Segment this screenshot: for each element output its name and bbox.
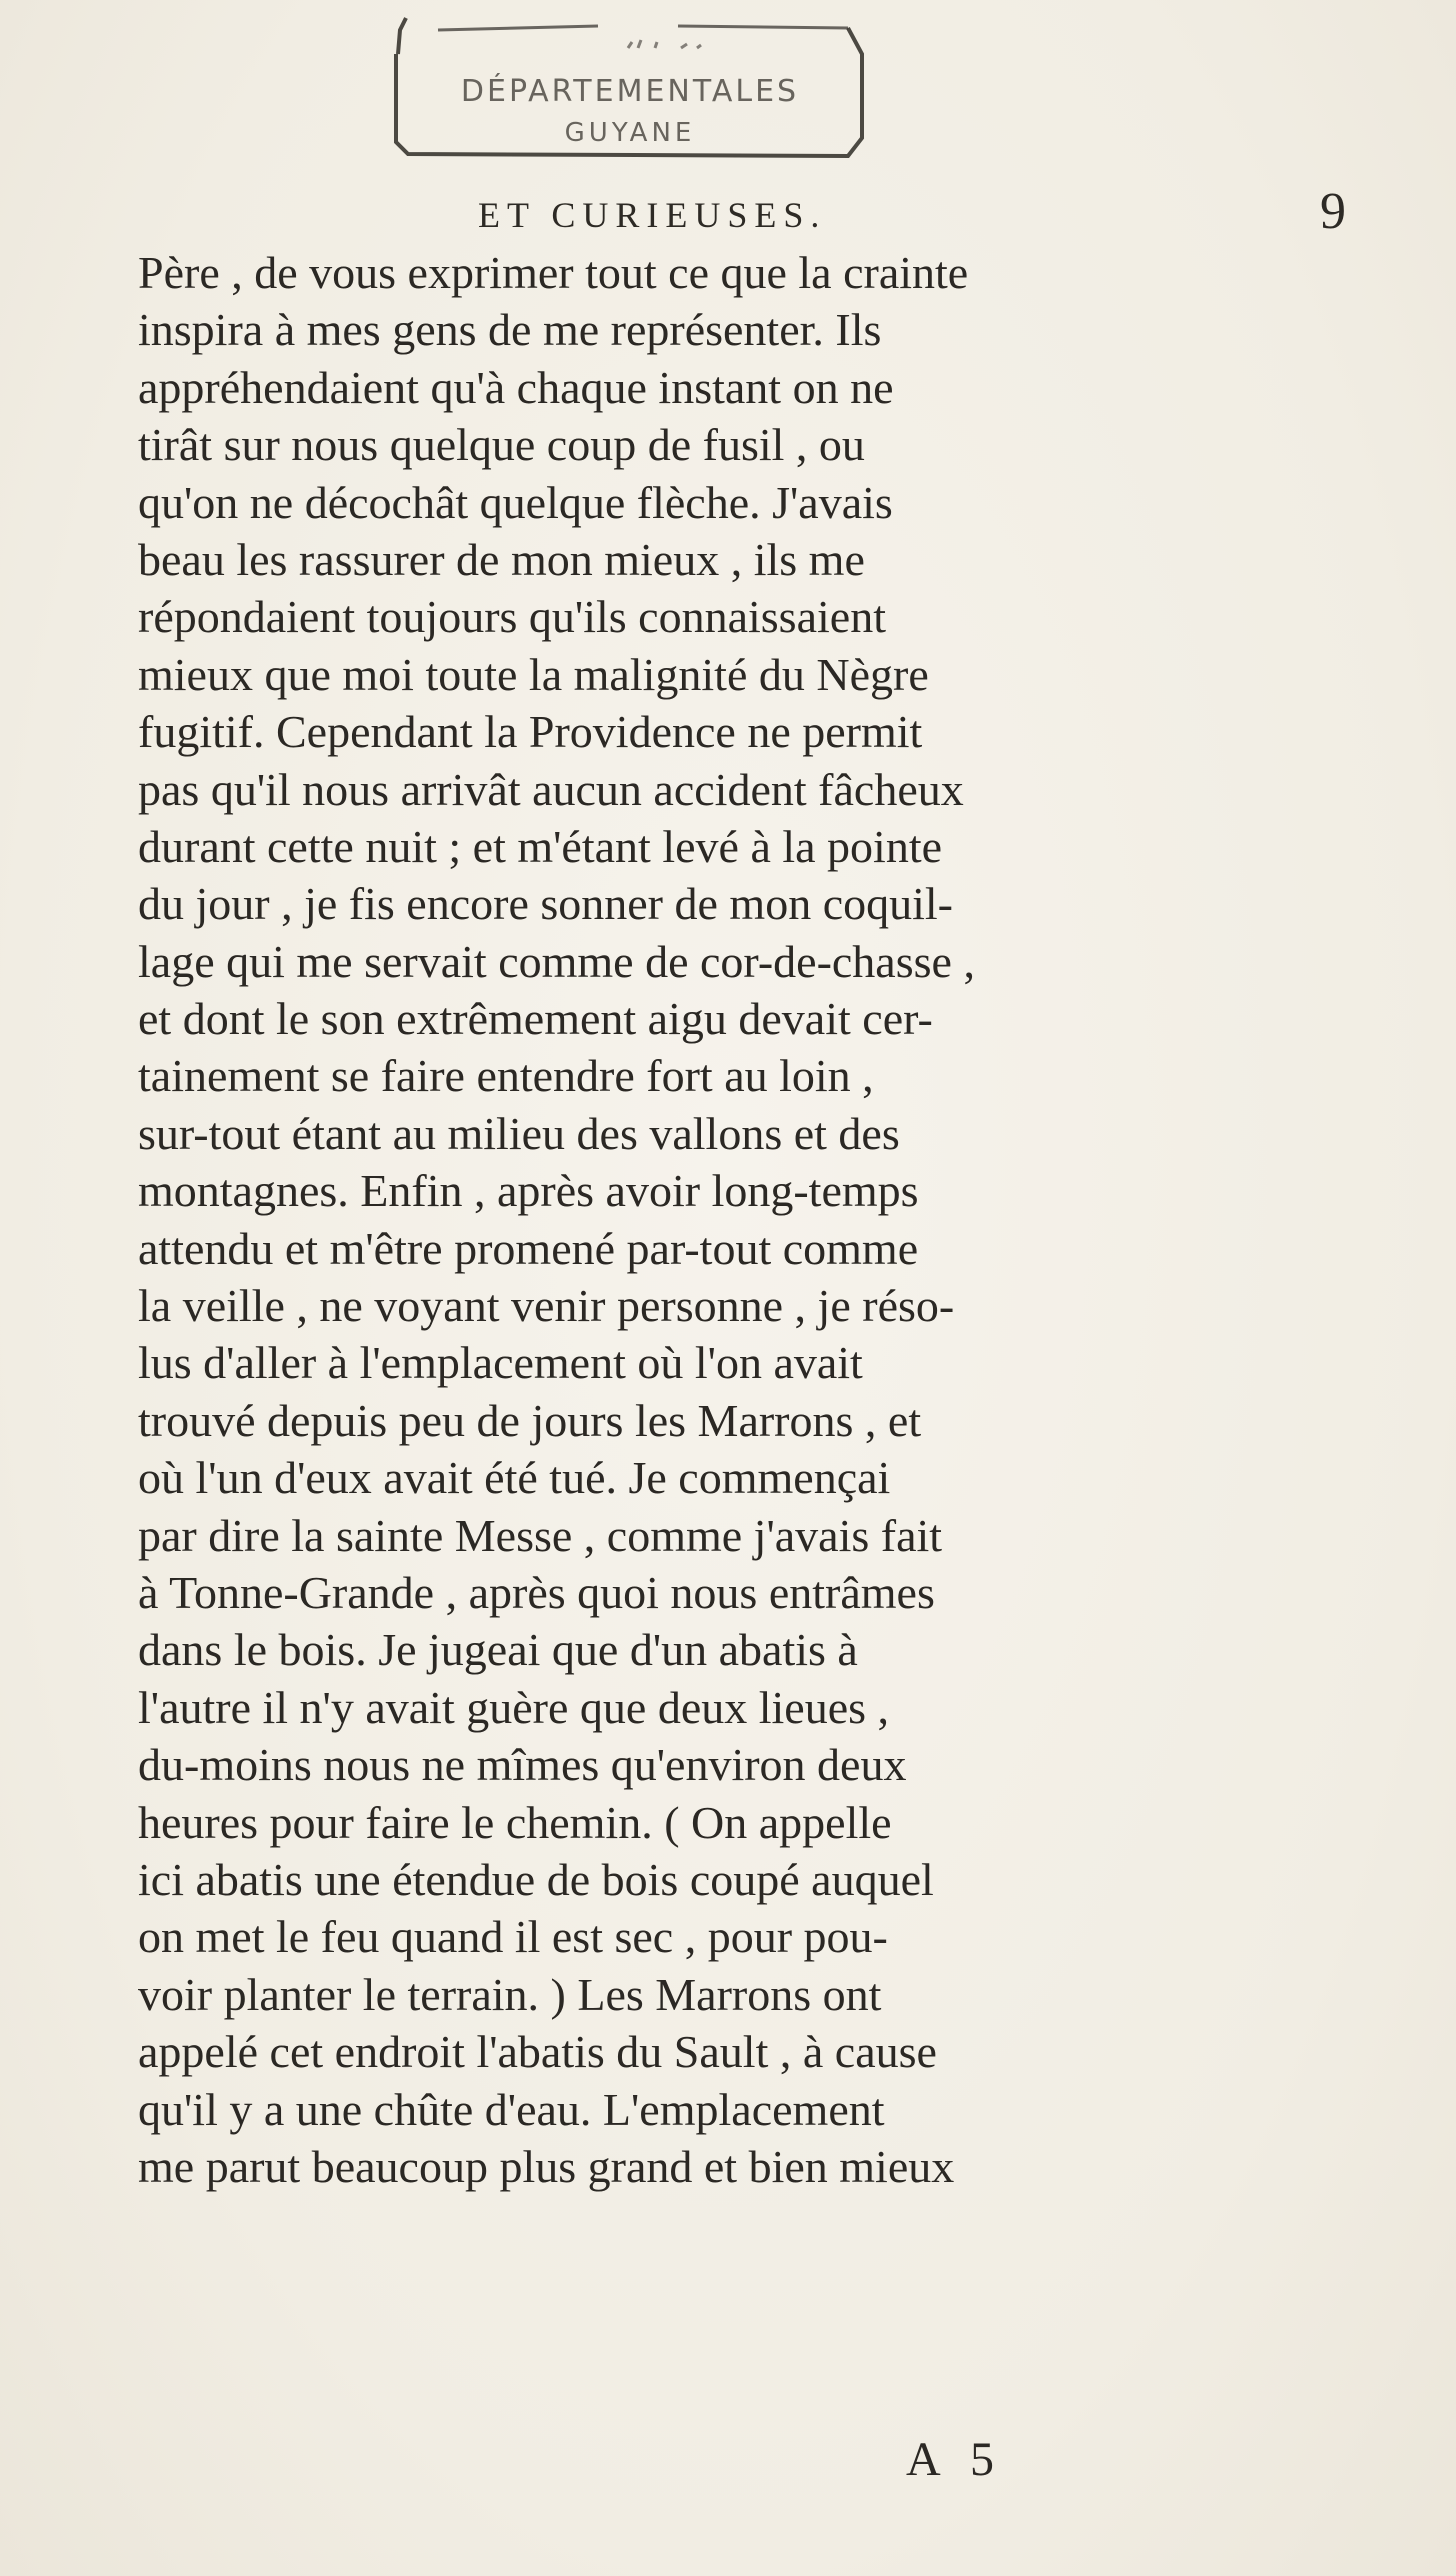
text-line: me parut beaucoup plus grand et bien mieux [138,2140,955,2192]
text-line: appelé cet endroit l'abatis du Sault , à cause [138,2026,937,2078]
text-line: on met le feu quand il est sec , pour pou- [138,1911,888,1963]
text-line: attendu et m'être promené par-tout comme [138,1222,919,1274]
text-line: sur-tout étant au milieu des vallons et des [138,1107,900,1159]
page-number: 9 [1320,183,1346,240]
text-line: lage qui me servait comme de cor-de-chasse , [138,935,975,987]
stamp-line-1: DÉPARTEMENTALES [460,74,800,109]
text-line: l'autre il n'y avait guère que deux lieues , [138,1681,890,1733]
text-line: appréhendaient qu'à chaque instant on ne [138,361,894,413]
text-line: fugitif. Cependant la Providence ne permit [138,706,923,758]
text-line: heures pour faire le chemin. ( On appelle [138,1796,892,1848]
text-line: tirât sur nous quelque coup de fusil , ou [138,419,865,471]
signature-mark: A 5 [906,2433,1005,2486]
text-line: et dont le son extrêmement aigu devait cer- [138,993,933,1045]
text-line: dans le bois. Je jugeai que d'un abatis à [138,1624,858,1676]
text-line: à Tonne-Grande , après quoi nous entrâmes [138,1566,935,1618]
body-text [138,244,1338,2195]
text-line: lus d'aller à l'emplacement où l'on avait [138,1337,863,1389]
text-line: montagnes. Enfin , après avoir long-temps [138,1165,919,1217]
text-line: répondaient toujours qu'ils connaissaient [138,591,886,643]
library-stamp [378,14,878,164]
text-line: Père , de vous exprimer tout ce que la crainte [138,247,969,298]
text-line: durant cette nuit ; et m'étant levé à la pointe [138,820,943,872]
text-line: par dire la sainte Messe , comme j'avais fait [138,1509,943,1561]
text-line: ici abatis une étendue de bois coupé auquel [138,1853,934,1905]
text-line: beau les rassurer de mon mieux , ils me [138,533,865,585]
text-line: qu'on ne décochât quelque flèche. J'avais [138,476,893,528]
text-line: mieux que moi toute la malignité du Nègre [138,648,929,700]
text-line: inspira à mes gens de me représenter. Ils [138,304,882,356]
text-line: la veille , ne voyant venir personne , je réso- [138,1280,955,1332]
stamp-line-2: GUYANE [564,118,696,148]
text-line: tainement se faire entendre fort au loin , [138,1050,874,1102]
running-head: ET CURIEUSES. [478,195,827,235]
text-line: où l'un d'eux avait été tué. Je commençai [138,1452,891,1504]
text-line: pas qu'il nous arrivât aucun accident fâcheux [138,763,964,815]
text-line: voir planter le terrain. ) Les Marrons ont [138,1968,882,2020]
text-line: du jour , je fis encore sonner de mon coquil- [138,878,953,930]
text-line: trouvé depuis peu de jours les Marrons , et [138,1394,922,1446]
text-line: du-moins nous ne mîmes qu'environ deux [138,1739,907,1791]
text-line: qu'il y a une chûte d'eau. L'emplacement [138,2083,885,2135]
